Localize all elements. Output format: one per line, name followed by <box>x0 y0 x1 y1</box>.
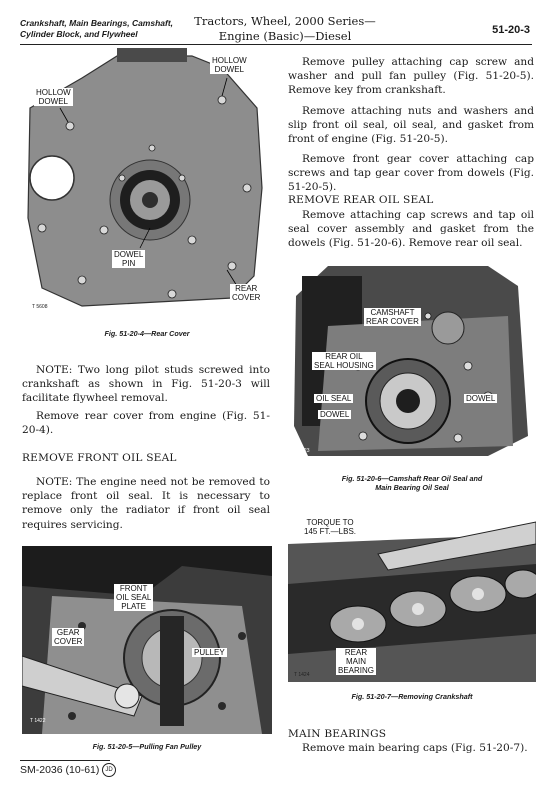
label-rear-oil-seal-housing: REAR OIL SEAL HOUSING <box>314 352 374 370</box>
header-rule <box>20 44 532 45</box>
label-dowel-pin: DOWEL PIN <box>114 250 144 268</box>
footer-rule <box>20 760 110 761</box>
paragraph-remove-rear-cover: Remove rear cover from engine (Fig. 51-20-4). <box>22 410 270 437</box>
label-dowel-left: DOWEL <box>320 410 350 419</box>
label-dowel-right: DOWEL <box>466 394 496 403</box>
label-torque: TORQUE TO 145 FT.—LBS. <box>304 518 357 536</box>
note-front-oil-seal: NOTE: The engine need not be removed to replace front oil seal. It is necessary to remove only the radiator if front oil seal requires servicing. <box>22 476 270 531</box>
paragraph-remove-main-bearing-caps: Remove main bearing caps (Fig. 51-20-7). <box>302 742 528 754</box>
figure-number: T 1424 <box>294 672 310 678</box>
figure-caption: Fig. 51-20-5—Pulling Fan Pulley <box>92 742 202 751</box>
paragraph-remove-fan-pulley: Remove pulley attaching cap screw and washer and pull fan pulley (Fig. 51-20-5). Remove key from crankshaft. <box>288 56 534 97</box>
label-front-oil-seal-plate: FRONT OIL SEAL PLATE <box>116 584 152 611</box>
figure-number: T 1422 <box>30 718 46 724</box>
heading-remove-rear-oil-seal: REMOVE REAR OIL SEAL <box>288 194 434 206</box>
paragraph-remove-gear-cover: Remove front gear cover attaching cap screws and tap gear cover from dowels (Fig. 51-20-5). <box>288 153 534 194</box>
figure-rear-cover <box>22 48 272 316</box>
figure-number: T 5608 <box>32 304 48 310</box>
figure-caption: Fig. 51-20-6—Camshaft Rear Oil Seal and Main Bearing Oil Seal <box>341 474 483 492</box>
header-left-line1: Crankshaft, Main Bearings, Camshaft, <box>20 18 174 28</box>
header-left-line2: Cylinder Block, and Flywheel <box>20 29 138 39</box>
figure-caption: Fig. 51-20-4—Rear Cover <box>104 329 190 338</box>
label-rear-cover: REAR COVER <box>232 284 261 302</box>
footer-code: SM-2036 (10-61) <box>20 764 100 776</box>
label-hollow-dowel-left: HOLLOW DOWEL <box>36 88 71 106</box>
figure-removing-crankshaft <box>288 514 536 682</box>
paragraph-remove-front-seal: Remove attaching nuts and washers and slip front oil seal, oil seal, and gasket from front of engine (Fig. 51-20-5). <box>288 105 534 146</box>
note-pilot-studs: NOTE: Two long pilot studs screwed into crankshaft as shown in Fig. 51-20-3 will facilitate flywheel removal. <box>22 364 270 405</box>
crankshaft-photo <box>288 514 536 682</box>
figure-pulling-fan-pulley <box>22 546 272 734</box>
label-camshaft-rear-cover: CAMSHAFT REAR COVER <box>366 308 419 326</box>
label-pulley: PULLEY <box>194 648 225 657</box>
john-deere-logo: JD <box>102 763 116 777</box>
header-center-line2: Engine (Basic)—Diesel <box>218 29 352 43</box>
heading-remove-front-oil-seal: REMOVE FRONT OIL SEAL <box>22 452 177 464</box>
header-center-line1: Tractors, Wheel, 2000 Series— <box>194 14 376 28</box>
figure-camshaft-rear-oil-seal <box>288 256 536 459</box>
label-rear-main-bearing: REAR MAIN BEARING <box>338 648 375 675</box>
heading-main-bearings: MAIN BEARINGS <box>288 728 387 740</box>
label-oil-seal: OIL SEAL <box>316 394 352 403</box>
page-number: 51-20-3 <box>492 24 530 36</box>
label-gear-cover: GEAR COVER <box>54 628 83 646</box>
figure-number: T 1423 <box>294 448 310 454</box>
paragraph-remove-rear-oil-seal: Remove attaching cap screws and tap oil seal cover assembly and gasket from the dowels (Fig. 51-20-6). Remove rear oil seal. <box>288 209 534 250</box>
header-manual-title <box>150 14 420 44</box>
label-hollow-dowel-right: HOLLOW DOWEL <box>212 56 247 74</box>
figure-caption: Fig. 51-20-7—Removing Crankshaft <box>351 692 473 701</box>
